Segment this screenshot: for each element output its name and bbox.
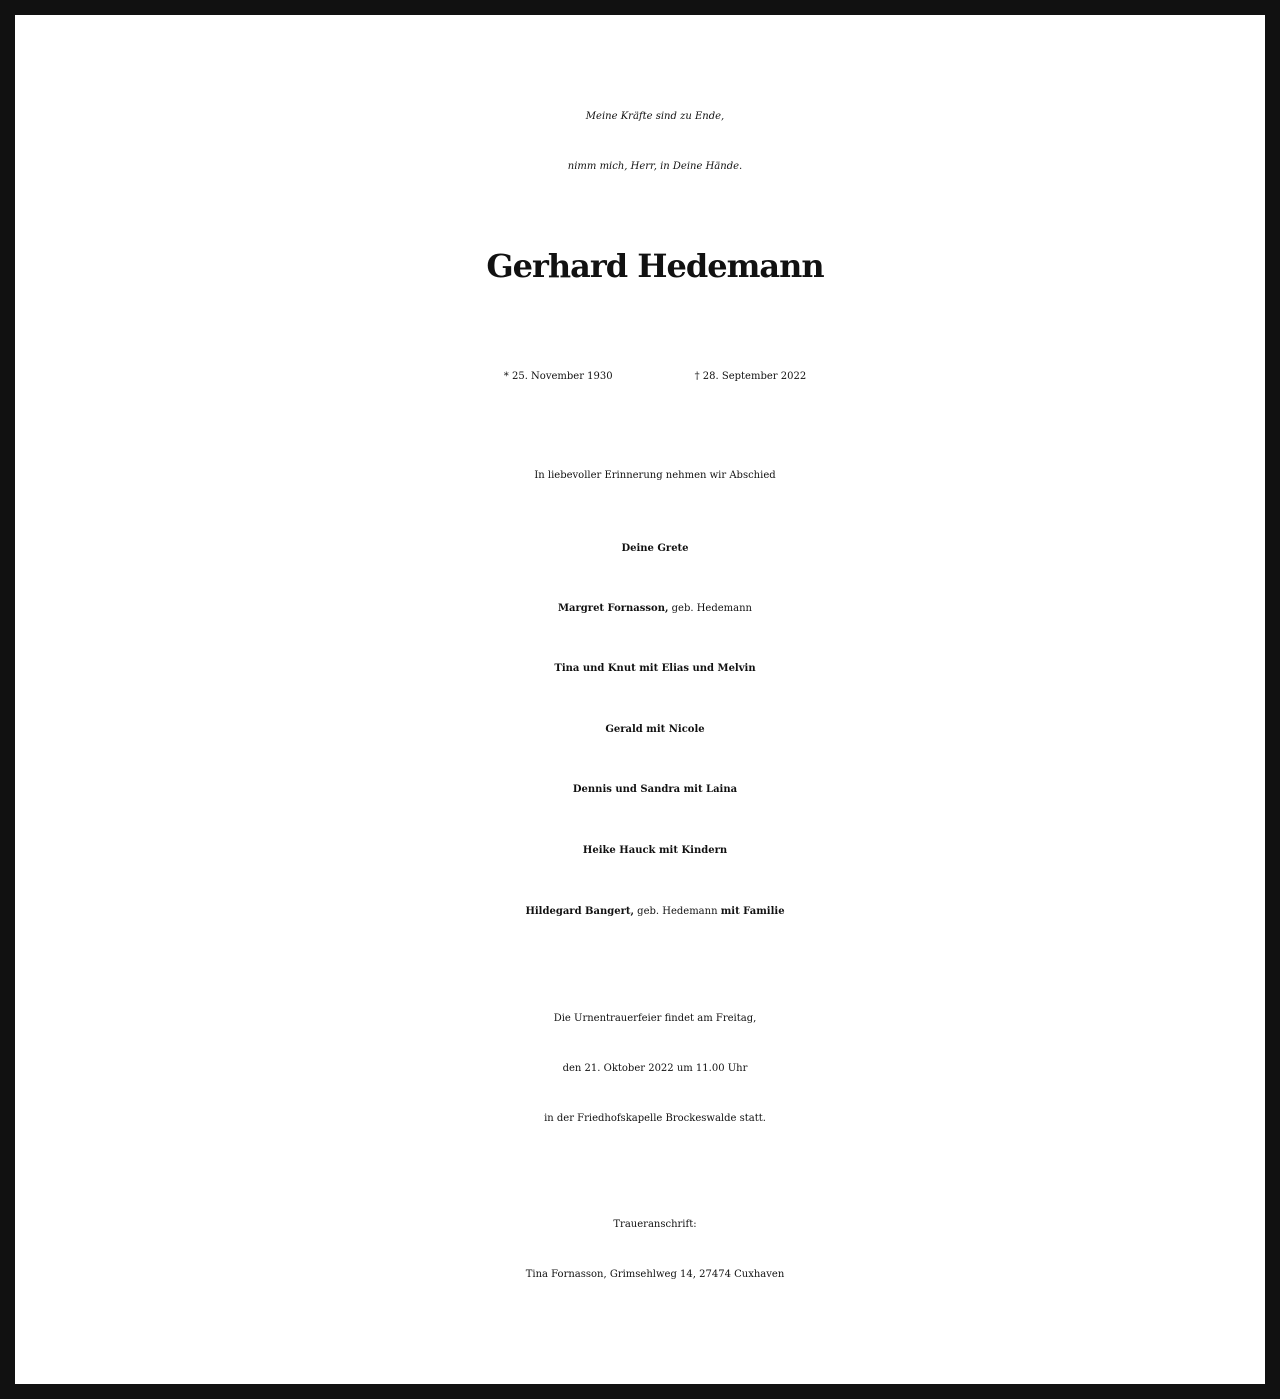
birth-date: * 25. November 1930 [503,371,613,382]
mourner-name: Gerald mit Nicole [605,724,705,735]
mourner-line [30,663,1280,674]
mourner-line [30,543,1280,554]
death-date: † 28. September 2022 [694,371,807,382]
mourner-note: geb. Hedemann [633,906,721,917]
address-label: Traueranschrift: [613,1219,697,1230]
deceased-name: Gerhard Hedemann [486,247,824,285]
mourner-name: Deine Grete [621,543,689,554]
mourner-name: Dennis und Sandra mit Laina [572,784,738,795]
mourner-note: geb. Hedemann [668,603,752,614]
ceremony-line-2: den 21. Oktober 2022 um 11.00 Uhr [562,1063,748,1074]
life-dates [30,371,1280,382]
mourner-name: Margret Fornasson, [557,603,669,614]
mourner-name: Heike Hauck mit Kindern [582,845,728,856]
mourner-line [30,845,1280,856]
mourner-suffix: mit Familie [720,906,785,917]
mourner-line [30,784,1280,795]
farewell-intro: In liebevoller Erinnerung nehmen wir Abschied [534,470,776,481]
mourner-name: Tina und Knut mit Elias und Melvin [554,663,756,674]
mourner-line [30,603,1280,614]
verse-line-1: Meine Kräfte sind zu Ende, [585,111,725,122]
mourner-line [30,724,1280,735]
mourner-name: Hildegard Bangert, [525,906,634,917]
ceremony-line-3: in der Friedhofskapelle Brockeswalde statt. [544,1113,766,1124]
mourner-line [30,906,1280,917]
ceremony-line-1: Die Urnentrauerfeier findet am Freitag, [553,1013,757,1024]
verse-line-2: nimm mich, Herr, in Deine Hände. [567,161,743,172]
address-value: Tina Fornasson, Grimsehlweg 14, 27474 Cuxhaven [525,1269,785,1280]
